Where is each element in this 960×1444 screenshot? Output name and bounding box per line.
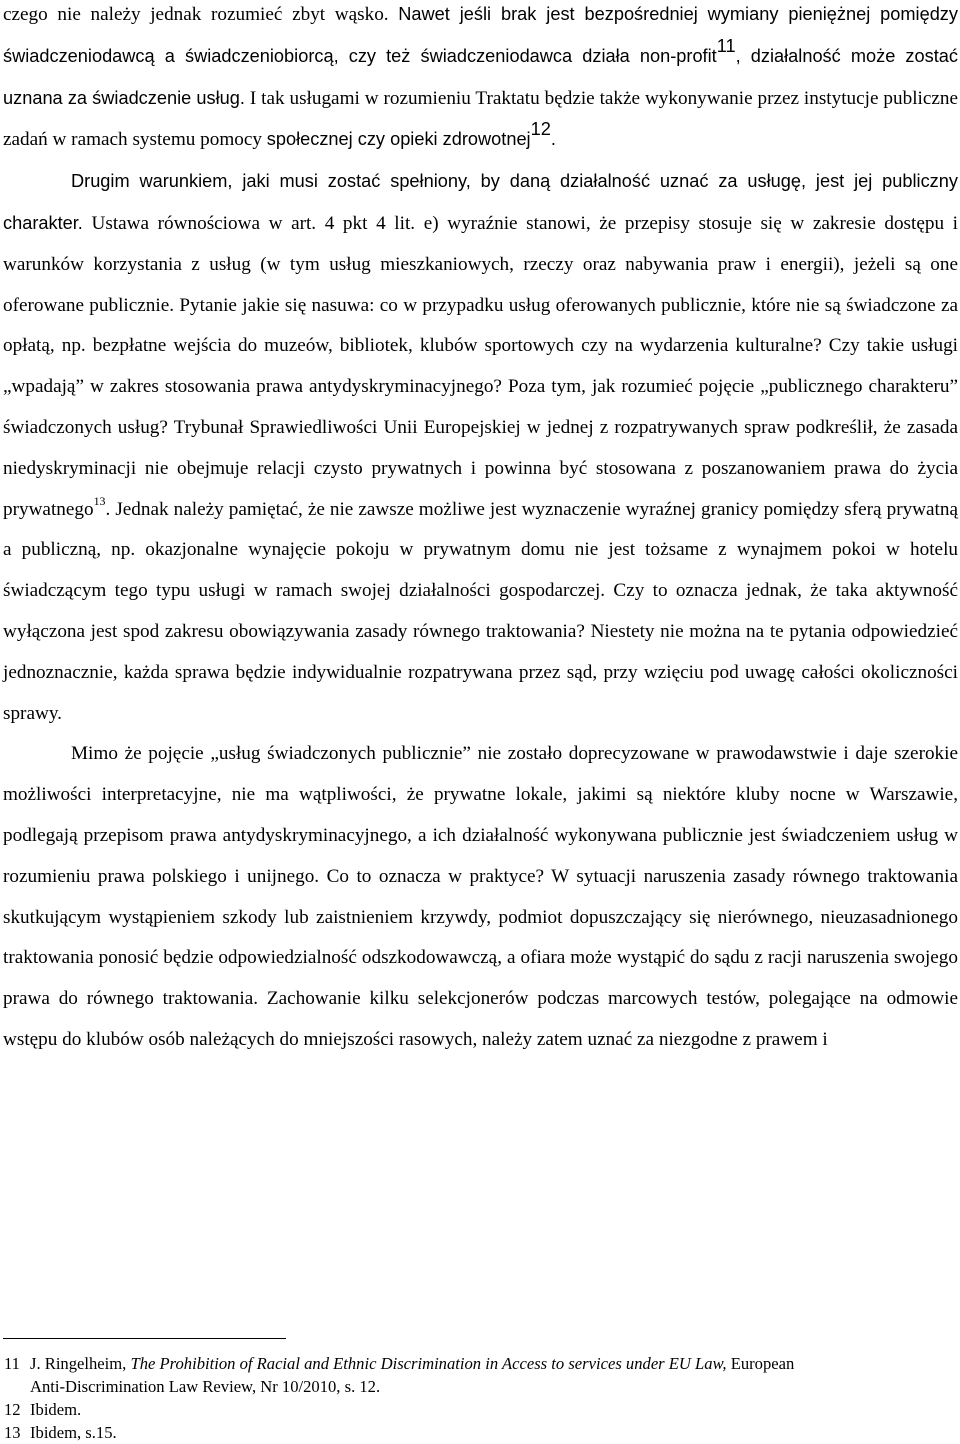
- text-run: Nawet jeśli brak jest bezpośredniej wymiany pieniężnej pomiędzy świadczeniodawcą a świadczeniobiorcą, czy też świadczeniodawca działa non-profit: [3, 4, 958, 66]
- footnotes: [4, 1352, 959, 1444]
- footnote-11: [4, 1352, 959, 1398]
- text-run: czego nie należy jednak rozumieć zbyt wąsko.: [3, 4, 399, 25]
- footnote-ref: 13: [93, 494, 106, 509]
- footnote-number: 12: [4, 1400, 21, 1419]
- footnote-number: 13: [4, 1423, 21, 1442]
- footnote-text: Ibidem.: [30, 1400, 82, 1419]
- footnote-number: 11: [4, 1354, 20, 1373]
- text-run: , działalność może zostać uznana za świadczenie usług.: [3, 45, 958, 108]
- footnote-12: [4, 1398, 959, 1421]
- footnote-continuation: Anti-Discrimination Law Review, Nr 10/2010, s. 12.: [30, 1377, 381, 1396]
- text-run: Ustawa równościowa w art. 4 pkt 4 lit. e) wyraźnie stanowi, że przepisy stosuje się w zakresie dostępu i warunków korzystania z usług (w tym usług mieszkaniowych, rzeczy oraz nabywania praw i energii), jeżeli są one oferowane publicznie. Pytanie jakie się nasuwa: co w przypadku usług oferowanych publicznie, które nie są świadczone za opłatą, np. bezpłatne wejścia do muzeów, bibliotek, klubów sportowych czy na wydarzenia kulturalne? Czy takie usługi „wpadają” w zakres stosowania prawa antydyskryminacyjnego? Poza tym, jak rozumieć pojęcie „publicznego charakteru” świadczonych usług? Trybunał Sprawiedliwości Unii Europejskiej w jednej z rozpatrywanych spraw podkreślił, że zasada niedyskryminacji nie obejmuje relacji czysto prywatnych i powinna być stosowana z poszanowaniem prawa do życia prywatnego: [3, 212, 958, 520]
- footnote-separator: [3, 1338, 286, 1339]
- footnote-title: The Prohibition of Racial and Ethnic Discrimination in Access to services under EU Law,: [130, 1354, 727, 1373]
- text-run: społecznej czy opieki zdrowotnej: [266, 129, 531, 150]
- footnote-ref: 11: [716, 35, 736, 56]
- footnote-text: Ibidem, s.15.: [30, 1423, 117, 1442]
- text-run: .: [550, 129, 556, 150]
- footnote-13: [4, 1421, 959, 1444]
- document-body: [3, 0, 958, 1061]
- text-run: Drugim warunkiem, jaki musi zostać spełniony, by daną działalność uznać za usługę, jest jej publiczny charakter.: [3, 171, 958, 233]
- footnote-source: European: [726, 1354, 795, 1373]
- paragraph-1: [3, 0, 958, 161]
- text-run: I tak usługami w rozumieniu Traktatu będzie także wykonywanie przez instytucje publiczne zadań w ramach systemu pomocy: [3, 87, 958, 151]
- footnote-author: J. Ringelheim,: [30, 1354, 131, 1373]
- paragraph-2: [3, 161, 958, 734]
- paragraph-3: [3, 734, 958, 1060]
- footnote-ref: 12: [530, 119, 551, 140]
- text-run: Mimo że pojęcie „usług świadczonych publicznie” nie zostało doprecyzowane w prawodawstwie i daje szerokie możliwości interpretacyjne, nie ma wątpliwości, że prywatne lokale, jakimi są niektóre kluby nocne w Warszawie, podlegają przepisom prawa antydyskryminacyjnego, a ich działalność wykonywana publicznie jest świadczeniem usług w rozumieniu prawa polskiego i unijnego. Co to oznacza w praktyce? W sytuacji naruszenia zasady równego traktowania skutkującym wystąpieniem szkody lub zaistnieniem krzywdy, podmiot dopuszczający się nierównego, nieuzasadnionego traktowania ponosić będzie odpowiedzialność odszkodowawczą, a ofiara może wystąpić do sądu z racji naruszenia swojego prawa do równego traktowania. Zachowanie kilku selekcjonerów podczas marcowych testów, polegające na odmowie wstępu do klubów osób należących do mniejszości rasowych, należy zatem uznać za niezgodne z prawem i: [3, 743, 958, 1050]
- text-run: . Jednak należy pamiętać, że nie zawsze możliwe jest wyznaczenie wyraźnej granicy pomiędzy sferą prywatną a publiczną, np. okazjonalne wynajęcie pokoju w prywatnym domu nie jest tożsame z wynajmem pokoi w hotelu świadczącym tego typu usługi w ramach swojej działalności gospodarczej. Czy to oznacza jednak, że taka aktywność wyłączona jest spod zakresu obowiązywania zasady równego traktowania? Niestety nie można na te pytania odpowiedzieć jednoznacznie, każda sprawa będzie indywidualnie rozpatrywana przez sąd, przy wzięciu pod uwagę całości okoliczności sprawy.: [3, 498, 958, 724]
